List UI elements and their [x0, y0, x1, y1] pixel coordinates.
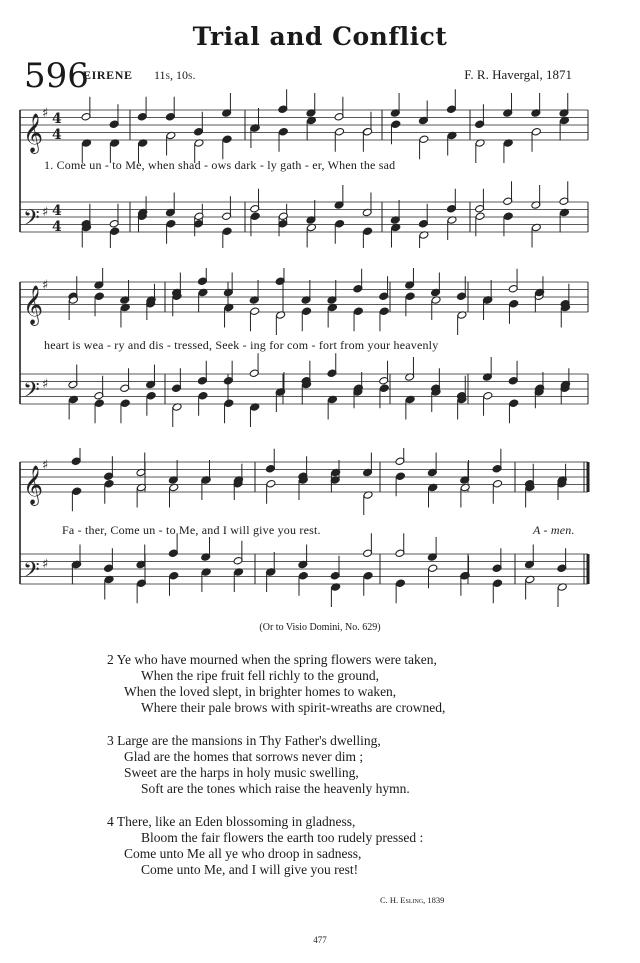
- note-head: [120, 399, 130, 408]
- note-head: [460, 571, 470, 580]
- key-signature-sharp: ♯: [42, 278, 49, 293]
- verse-line: 4 There, like an Eden blossoming in gladness,: [107, 814, 356, 829]
- note-head: [493, 479, 503, 488]
- composer: F. R. Havergal, 1871: [464, 67, 572, 82]
- stanza-2: [107, 652, 445, 716]
- bass-clef-icon: 𝄢: [23, 558, 40, 588]
- note-head: [395, 579, 405, 588]
- music-system-2: [0, 268, 640, 428]
- treble-clef-icon: 𝄞: [23, 285, 44, 325]
- stanza-3: [107, 733, 445, 797]
- note-head: [419, 135, 429, 144]
- verse-line: Glad are the homes that sorrows never dim ;: [124, 749, 364, 764]
- lyrics-system-1: 1. Come un - to Me, when shad - ows dark - ly gath - er, When the sad: [44, 158, 396, 172]
- lyrics-system-2: heart is wea - ry and dis - tressed, Seek - ing for com - fort from your heavenly: [44, 338, 439, 352]
- alternate-tune-note: (Or to Visio Domini, No. 629): [259, 622, 381, 633]
- key-signature-sharp: ♯: [42, 205, 49, 220]
- amen-label: A - men.: [533, 523, 575, 537]
- note-head: [509, 399, 519, 408]
- note-head: [428, 564, 438, 573]
- note-head: [250, 307, 260, 316]
- verse-line: 2 Ye who have mourned when the spring flowers were taken,: [107, 652, 437, 667]
- verse-line: Where their pale brows with spirit-wreaths are crowned,: [141, 700, 446, 715]
- note-head: [136, 579, 146, 588]
- note-head: [379, 384, 389, 393]
- note-head: [475, 212, 485, 221]
- note-head: [483, 391, 493, 400]
- note-head: [146, 391, 156, 400]
- hymn-stanzas: [107, 652, 445, 895]
- stanza-4: [107, 814, 445, 878]
- note-head: [302, 307, 312, 316]
- page-number: 477: [313, 935, 327, 945]
- verse-line: When the loved slept, in brighter homes to waken,: [124, 684, 397, 699]
- verse-line: 3 Large are the mansions in Thy Father's dwelling,: [107, 733, 381, 748]
- note-head: [278, 127, 288, 136]
- key-signature-sharp: ♯: [42, 458, 49, 473]
- note-head: [72, 487, 82, 496]
- bass-clef-icon: 𝄢: [23, 206, 40, 236]
- note-head: [94, 399, 104, 408]
- note-head: [110, 227, 120, 236]
- note-head: [104, 479, 114, 488]
- verse-line: Soft are the tones which raise the heavenly hymn.: [141, 781, 410, 796]
- note-head: [222, 227, 232, 236]
- note-head: [379, 307, 389, 316]
- verse-line: Bloom the fair flowers the earth too rudely pressed :: [141, 830, 424, 845]
- note-head: [335, 127, 345, 136]
- verse-line: Sweet are the harps in holy music swelling,: [124, 765, 359, 780]
- note-head: [363, 127, 373, 136]
- music-system-3: [0, 448, 640, 608]
- note-head: [509, 299, 519, 308]
- note-head: [94, 292, 104, 301]
- meter: 11s, 10s.: [154, 68, 196, 82]
- key-signature-sharp: ♯: [42, 106, 49, 121]
- music-system-1: [0, 88, 640, 248]
- verse-line: Come unto Me, and I will give you rest!: [141, 862, 359, 877]
- note-head: [353, 307, 363, 316]
- note-head: [169, 571, 179, 580]
- note-head: [198, 391, 208, 400]
- note-head: [166, 219, 176, 228]
- note-head: [531, 127, 541, 136]
- treble-clef-icon: 𝄞: [23, 465, 44, 505]
- note-head: [493, 579, 503, 588]
- time-signature: 4: [52, 203, 62, 219]
- time-signature: 4: [52, 127, 62, 143]
- hymn-number: 596: [24, 56, 89, 96]
- note-head: [391, 120, 401, 129]
- note-head: [405, 292, 415, 301]
- treble-clef-icon: 𝄞: [23, 113, 44, 153]
- time-signature: 4: [52, 111, 62, 127]
- key-signature-sharp: ♯: [42, 377, 49, 392]
- note-head: [298, 571, 308, 580]
- note-head: [395, 472, 405, 481]
- tune-name: EIRENE: [83, 68, 133, 82]
- section-title: Trial and Conflict: [192, 22, 448, 51]
- note-head: [503, 212, 513, 221]
- note-head: [266, 479, 276, 488]
- note-head: [250, 212, 260, 221]
- time-signature: 4: [52, 219, 62, 235]
- lyrics-system-3: Fa - ther, Come un - to Me, and I will give you rest.: [62, 523, 321, 537]
- note-head: [363, 571, 373, 580]
- note-head: [224, 399, 234, 408]
- note-head: [363, 227, 373, 236]
- verse-line: Come unto Me all ye who droop in sadness,: [124, 846, 362, 861]
- key-signature-sharp: ♯: [42, 557, 49, 572]
- text-author: C. H. Esling, 1839: [380, 895, 445, 905]
- note-head: [335, 219, 345, 228]
- verse-line: When the ripe fruit fell richly to the ground,: [141, 668, 380, 683]
- bass-clef-icon: 𝄢: [23, 378, 40, 408]
- note-head: [222, 135, 232, 144]
